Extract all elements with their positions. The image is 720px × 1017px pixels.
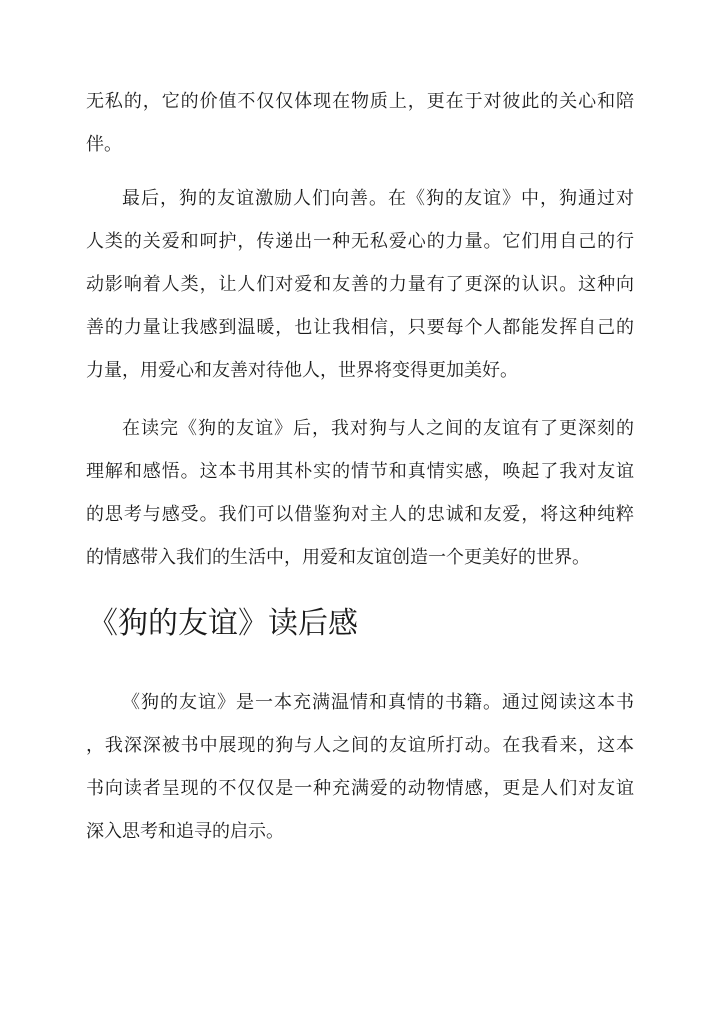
paragraph-4-line-2: ，我深深被书中展现的狗与人之间的友谊所打动。在我看来，这本 [86, 735, 634, 756]
paragraph-1-line-2: 伴。 [86, 134, 122, 155]
paragraph-2-line-3: 动影响着人类，让人们对爱和友善的力量有了更深的认识。这种向 [86, 274, 634, 295]
paragraph-3-line-1: 在读完《狗的友谊》后，我对狗与人之间的友谊有了更深刻的 [122, 418, 634, 439]
paragraph-4-line-3: 书向读者呈现的不仅仅是一种充满爱的动物情感，更是人们对友谊 [86, 778, 634, 799]
paragraph-3-line-3: 的思考与感受。我们可以借鉴狗对主人的忠诚和友爱，将这种纯粹 [86, 504, 634, 525]
paragraph-4-line-4: 深入思考和追寻的启示。 [86, 821, 284, 842]
paragraph-2-line-2: 人类的关爱和呵护，传递出一种无私爱心的力量。它们用自己的行 [86, 231, 634, 252]
paragraph-2-line-5: 力量，用爱心和友善对待他人，世界将变得更加美好。 [86, 360, 518, 381]
paragraph-2-line-1: 最后，狗的友谊激励人们向善。在《狗的友谊》中，狗通过对 [122, 188, 634, 209]
section-heading: 《狗的友谊》读后感 [88, 606, 358, 641]
paragraph-3-line-4: 的情感带入我们的生活中，用爱和友谊创造一个更美好的世界。 [86, 547, 590, 568]
paragraph-3-line-2: 理解和感悟。这本书用其朴实的情节和真情实感，唤起了我对友谊 [86, 461, 634, 482]
paragraph-4-line-1: 《狗的友谊》是一本充满温情和真情的书籍。通过阅读这本书 [122, 692, 634, 713]
paragraph-1-line-1: 无私的，它的价值不仅仅体现在物质上，更在于对彼此的关心和陪 [86, 91, 634, 112]
paragraph-2-line-4: 善的力量让我感到温暖，也让我相信，只要每个人都能发挥自己的 [86, 317, 634, 338]
